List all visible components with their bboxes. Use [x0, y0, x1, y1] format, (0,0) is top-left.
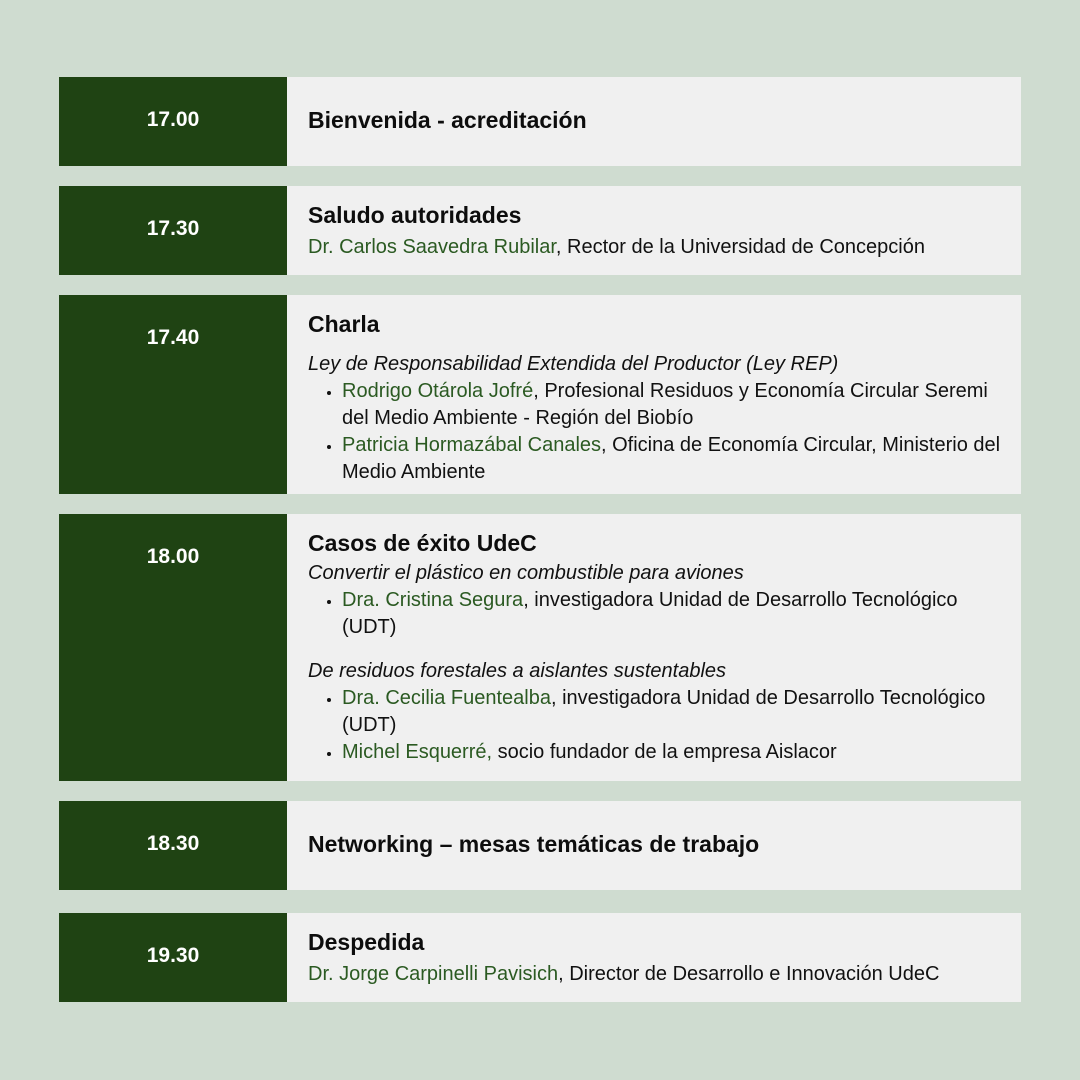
speaker-line: [308, 234, 1001, 261]
time-block: [59, 295, 287, 494]
speaker-name: Dra. Cristina Segura: [342, 589, 524, 611]
speaker-name: Rodrigo Otárola Jofré: [342, 380, 534, 402]
time-label: 17.40: [146, 326, 200, 349]
time-block: [59, 186, 287, 275]
time-block: [59, 801, 287, 890]
content-block: [287, 77, 1021, 166]
speaker-role: , investigadora Unidad de Desarrollo Tecnológico (UDT): [342, 589, 958, 638]
session-subtitle: Convertir el plástico en combustible para aviones: [308, 562, 744, 584]
time-label: 18.30: [146, 832, 200, 855]
speaker-role: socio fundador de la empresa Aislacor: [492, 741, 837, 763]
speaker-name: Patricia Hormazábal Canales: [342, 434, 602, 456]
speaker-list: [308, 378, 1001, 486]
time-block: [59, 913, 287, 1002]
session-title: Networking – mesas temáticas de trabajo: [308, 831, 760, 857]
content-block: [287, 295, 1021, 494]
session-subtitle: Ley de Responsabilidad Extendida del Productor (Ley REP): [308, 353, 839, 375]
session-title: Charla: [308, 311, 380, 337]
speaker-name: Dr. Jorge Carpinelli Pavisich: [308, 963, 559, 985]
list-item: [342, 378, 1001, 432]
session-title: Bienvenida - acreditación: [308, 107, 587, 133]
speaker-role: , investigadora Unidad de Desarrollo Tecnológico (UDT): [342, 687, 986, 736]
time-block: [59, 77, 287, 166]
agenda-row-1: [59, 77, 1021, 166]
time-block: [59, 514, 287, 781]
time-label: 19.30: [146, 944, 200, 967]
speaker-role: , Oficina de Economía Circular, Ministerio del Medio Ambiente: [342, 434, 1001, 483]
list-item: [342, 587, 1001, 641]
speaker-name: Dr. Carlos Saavedra Rubilar: [308, 236, 556, 258]
agenda-row-4: [59, 514, 1021, 781]
time-label: 18.00: [146, 545, 200, 568]
list-item: [342, 739, 1001, 766]
list-item: [342, 432, 1001, 486]
speaker-name: Michel Esquerré,: [342, 741, 493, 763]
speaker-name: Dra. Cecilia Fuentealba: [342, 687, 551, 709]
session-subtitle: De residuos forestales a aislantes sustentables: [308, 660, 727, 682]
list-item: [342, 685, 1001, 739]
speaker-role: , Rector de la Universidad de Concepción: [555, 236, 925, 258]
session-title: Despedida: [308, 929, 425, 955]
agenda-row-3: [59, 295, 1021, 494]
content-block: [287, 186, 1021, 275]
speaker-role: , Profesional Residuos y Economía Circular Seremi del Medio Ambiente - Región del Biobío: [342, 380, 988, 429]
time-label: 17.00: [146, 108, 200, 131]
speaker-list: [308, 587, 1001, 641]
speaker-role: , Director de Desarrollo e Innovación UdeC: [558, 963, 940, 985]
speaker-list: [308, 685, 1001, 766]
content-block: [287, 801, 1021, 890]
agenda-row-5: [59, 801, 1021, 890]
content-block: [287, 514, 1021, 781]
speaker-line: [308, 961, 1001, 988]
agenda-row-2: [59, 186, 1021, 275]
session-title: Saludo autoridades: [308, 202, 522, 228]
content-block: [287, 913, 1021, 1002]
time-label: 17.30: [146, 217, 200, 240]
session-title: Casos de éxito UdeC: [308, 530, 537, 556]
agenda-row-6: [59, 913, 1021, 1002]
